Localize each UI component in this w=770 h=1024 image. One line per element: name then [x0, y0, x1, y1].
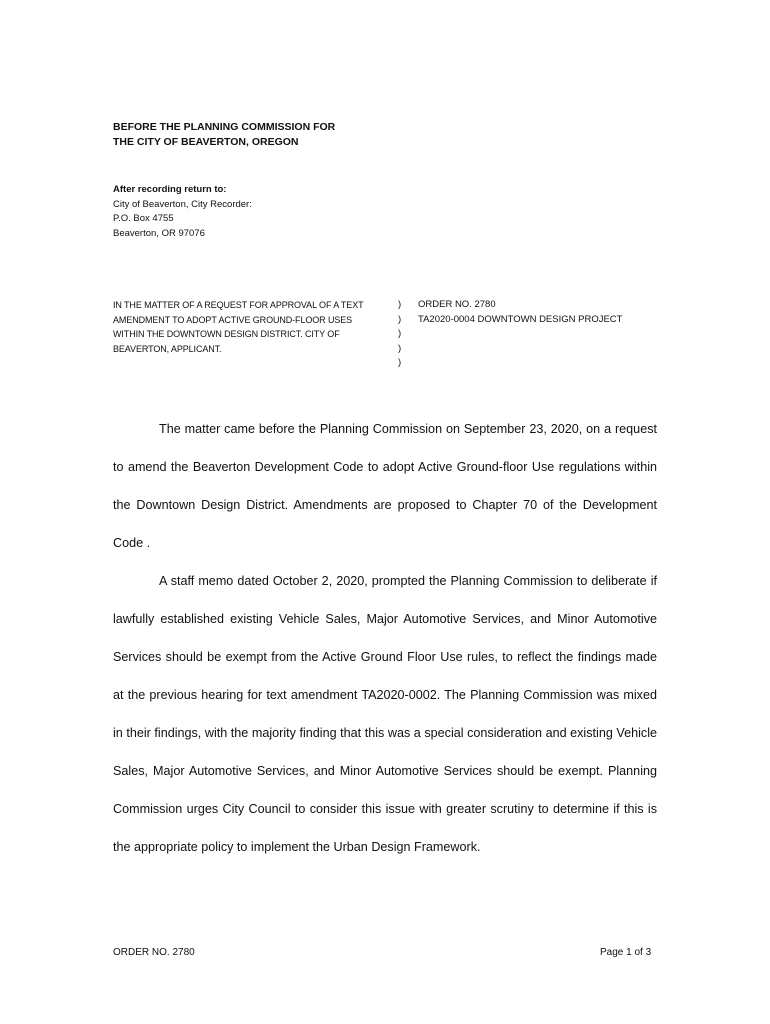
- order-body: [113, 410, 657, 866]
- order-info: [418, 298, 622, 327]
- paren: ): [398, 342, 402, 354]
- body-paragraph-2: A staff memo dated October 2, 2020, prompted the Planning Commission to deliberate if lawfully established existing Vehicle Sales, Major Automotive Services, and Minor Automotive Services should be exempt from the Active Ground Floor Use rules, to reflect the findings made at the previous hearing for text amendment TA2020-0002. The Planning Commission was mixed in their findings, with the majority finding that this was a special consideration and existing Vehicle Sales, Major Automotive Services, and Minor Automotive Services should be exempt. Planning Commission urges City Council to consider this issue with greater scrutiny to determine if this is the appropriate policy to implement the Urban Design Framework.: [113, 574, 657, 854]
- paren: ): [398, 328, 402, 339]
- case-title: TA2020-0004 DOWNTOWN DESIGN PROJECT: [418, 313, 623, 325]
- matter-line: AMENDMENT TO ADOPT ACTIVE GROUND-FLOOR USES: [113, 314, 353, 325]
- paren: ): [398, 299, 402, 310]
- footer-order-number: ORDER NO. 2780: [113, 947, 195, 958]
- return-line-2: P.O. Box 4755: [113, 213, 174, 224]
- footer-page-number: Page 1 of 3: [600, 947, 652, 958]
- recording-return-block: [113, 183, 252, 241]
- matter-line: BEAVERTON, APPLICANT.: [113, 343, 222, 354]
- matter-line: IN THE MATTER OF A REQUEST FOR APPROVAL OF A TEXT: [113, 300, 364, 310]
- header-line-1: BEFORE THE PLANNING COMMISSION FOR: [113, 121, 336, 133]
- order-number: ORDER NO. 2780: [418, 299, 496, 310]
- body-paragraph-1: The matter came before the Planning Commission on September 23, 2020, on a request to amend the Beaverton Development Code to adopt Active Ground-floor Use regulations within the Downtown Design District. Amendments are proposed to Chapter 70 of the Development Code .: [113, 422, 657, 550]
- header-line-2: THE CITY OF BEAVERTON, OREGON: [113, 136, 299, 148]
- document-header: [113, 120, 335, 150]
- paren: ): [398, 313, 402, 325]
- matter-line: WITHIN THE DOWNTOWN DESIGN DISTRICT. CITY OF: [113, 329, 340, 339]
- return-line-1: City of Beaverton, City Recorder:: [113, 198, 252, 210]
- caption-separator: [398, 298, 401, 371]
- paren: ): [398, 357, 402, 368]
- return-line-3: Beaverton, OR 97076: [113, 227, 205, 239]
- case-caption: [113, 298, 658, 373]
- return-label: After recording return to:: [113, 184, 227, 195]
- matter-description: [113, 298, 388, 356]
